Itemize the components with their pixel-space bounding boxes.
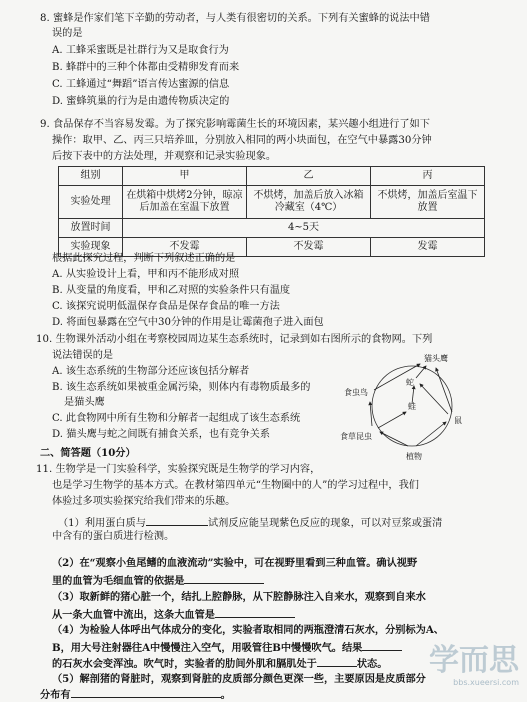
q9-stem-line3: 后按下表中的方法处理，并观察和记录实验现象。 <box>52 151 277 162</box>
answer-blank-3[interactable] <box>215 606 295 618</box>
table-cell: 发霉 <box>371 238 485 257</box>
food-web-svg <box>350 352 490 464</box>
table-cell: 4~5天 <box>123 219 485 238</box>
q9-stem-line1: 9. 食品保存不当容易发霉。为了探究影响霉菌生长的环境因素，某兴趣小组进行了如下 <box>40 119 430 130</box>
table-row <box>59 186 485 219</box>
q11-sub2-line2 <box>52 572 264 588</box>
q9-after-table: 根据此探究过程，判断下列叙述正确的是 <box>52 253 236 264</box>
q8-option-a: A. 工蜂采蜜既是社群行为又是取食行为 <box>52 45 229 56</box>
q11-intro-line2: 也是学习生物学的基本方式。在教材第四单元“生物圈中的人”的学习过程中，我们 <box>52 480 419 491</box>
q11-sub2-line1: （2）在“观察小鱼尾鳍的血液流动”实验中，可在视野里看到三种血管。确认视野 <box>52 557 418 569</box>
q10-option-d: D. 猫头鹰与蛇之间既有捕食关系，也有竞争关系 <box>52 429 271 440</box>
q11-intro-line3: 体验过多项实验探究给我们带来的乐趣。 <box>52 496 236 507</box>
food-web-diagram <box>340 352 490 464</box>
q11-sub4-text-d: 状态。 <box>356 658 388 670</box>
q11-sub3-text: 从一条大血管中流出，这条大血管是 <box>52 609 215 621</box>
q11-sub5-period: 。 <box>220 689 231 701</box>
section-2-heading: 二、简答题（10分） <box>40 447 136 459</box>
table-cell: 不发霉 <box>123 238 247 257</box>
web-label-mouse: 鼠 <box>454 416 462 425</box>
q9-stem-line2: 操作：取甲、乙、丙三只培养皿，分别放入相同的两小块面包，在空气中暴露30分钟 <box>52 135 432 146</box>
q9-option-b: B. 从变量的角度看，甲和乙对照的实验条件只有温度 <box>52 285 291 296</box>
table-row-label: 实验处理 <box>59 186 123 219</box>
q11-sub4-line3 <box>52 655 387 671</box>
table-header-cell: 甲 <box>123 167 247 186</box>
web-label-plant: 植物 <box>406 452 422 461</box>
table-row-label: 放置时间 <box>59 219 123 238</box>
answer-blank-2[interactable] <box>184 572 264 584</box>
watermark-logo <box>403 644 523 692</box>
table-row <box>59 219 485 238</box>
q11-sub5-text: 分布有 <box>40 689 71 701</box>
q9-option-d: D. 将面包暴露在空气中30分钟的作用是让霉菌孢子进入面包 <box>52 317 324 328</box>
q11-sub1-text-a: （1）利用蛋白质与 <box>58 518 146 529</box>
q11-sub2-text: 里的血管为毛细血管的依据是 <box>52 575 185 587</box>
web-label-frog: 蛙 <box>408 402 416 411</box>
q11-sub5-line2 <box>40 686 231 702</box>
q8-stem-line2: 误的是 <box>52 28 83 39</box>
web-label-snake: 蛇 <box>406 378 414 387</box>
arrow-mouse-to-owl <box>436 368 452 412</box>
q11-sub4-line1: （4）为检验人体呼出气体成分的变化，实验者取相同的两瓶澄清石灰水，分别标为A、 <box>52 624 444 636</box>
q11-sub4-text-c: 的石灰水会变浑浊。吹气时，实验者的肋间外肌和膈肌处于 <box>52 658 317 670</box>
table-cell: 不烘烤，加盖后放入冰箱冷藏室（4℃） <box>247 186 371 219</box>
arrow-plant-to-insect <box>380 432 408 446</box>
table-cell: 不发霉 <box>247 238 371 257</box>
q11-sub1-line2: 中含有的蛋白质进行检测。 <box>52 531 175 542</box>
q11-sub3-line2 <box>52 606 295 622</box>
q10-stem-line1: 10. 生物课外活动小组在考察校园周边某生态系统时，记录到如右图所示的食物网。下列 <box>36 334 433 345</box>
answer-blank-5[interactable] <box>317 655 357 667</box>
web-label-owl: 猫头鹰 <box>424 354 448 363</box>
table-header-cell: 丙 <box>371 167 485 186</box>
table-cell: 不烘烤，加盖后室温下放置 <box>371 186 485 219</box>
q8-option-d: D. 蜜蜂筑巢的行为是由遗传物质决定的 <box>52 96 230 107</box>
arrow-plant-to-mouse <box>416 422 446 446</box>
table-header-cell: 乙 <box>247 167 371 186</box>
q11-sub1-line1 <box>58 514 442 531</box>
q8-option-c: C. 工蜂通过“舞蹈”语言传达蜜源的信息 <box>52 79 230 90</box>
q11-sub4-line2 <box>52 639 402 655</box>
arrow-insect-to-frog <box>378 412 406 428</box>
answer-blank-4[interactable] <box>362 639 402 651</box>
watermark-main: 学而思 <box>429 643 519 678</box>
q10-option-b-line2: 是猫头鹰 <box>64 397 105 408</box>
web-label-herb-insect: 食草昆虫 <box>340 432 372 441</box>
table-header-cell: 组别 <box>59 167 123 186</box>
q8-option-b: B. 蜂群中的三种个体都由受精卵发育而来 <box>52 62 240 73</box>
watermark-url: bbs.xueersi.com <box>453 678 519 687</box>
answer-blank-6[interactable] <box>71 686 221 698</box>
q11-sub1-text-b: 试剂反应能呈现紫色反应的现象，可以对豆浆或蛋清 <box>207 518 443 529</box>
arrow-snake-to-owl <box>416 366 426 378</box>
q10-stem-line2: 说法错误的是 <box>52 350 114 361</box>
web-label-insect-bird: 食虫鸟 <box>344 388 368 397</box>
table-row-label: 实验现象 <box>59 238 123 257</box>
q9-option-a: A. 从实验设计上看，甲和丙不能形成对照 <box>52 269 240 280</box>
q9-experiment-table <box>58 166 485 257</box>
q11-sub5-line1: （5）解剖猪的肾脏时，观察到肾脏的皮质部分颜色更深一些，主要原因是皮质部分 <box>52 673 426 685</box>
q10-option-a: A. 该生态系统的生物部分还应该包括分解者 <box>52 366 250 377</box>
q9-option-c: C. 该探究说明低温保存食品是保存食品的唯一方法 <box>52 301 280 312</box>
q10-option-b-line1: B. 该生态系统如果被重金属污染，则体内有毒物质最多的 <box>52 382 311 393</box>
table-cell: 在烘箱中烘烤2分钟，晾凉后加盖在室温下放置 <box>123 186 247 219</box>
table-row <box>59 167 485 186</box>
q11-intro-line1: 11. 生物学是一门实验科学，实验探究既是生物学的学习内容， <box>36 464 321 475</box>
q10-option-c: C. 此食物网中所有生物和分解者一起组成了该生态系统 <box>52 413 301 424</box>
answer-blank-1[interactable] <box>146 514 208 526</box>
q8-stem-line1: 8. 蜜蜂是作家们笔下辛勤的劳动者，与人类有很密切的关系。下列有关蜜蜂的说法中错 <box>40 13 430 24</box>
q11-sub3-line1: （3）取新鲜的猪心脏一个，结扎上腔静脉，从下腔静脉注入自来水，观察到自来水 <box>52 591 426 603</box>
q11-sub4-text-b: B，用大号注射器往A中慢慢注入空气，用吸管往B中慢慢吹气。结果 <box>52 642 363 654</box>
